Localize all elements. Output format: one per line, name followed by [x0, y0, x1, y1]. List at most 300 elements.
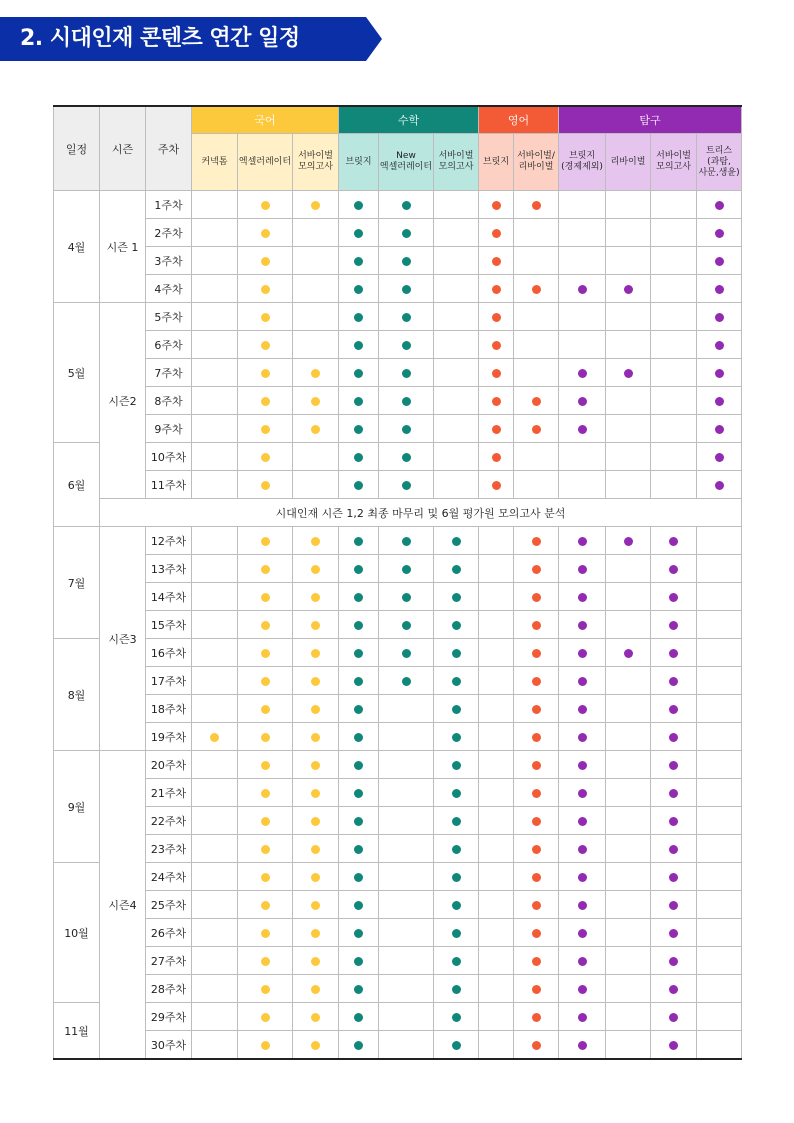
schedule-dot-icon — [578, 761, 587, 770]
schedule-cell — [606, 247, 651, 275]
schedule-cell — [192, 303, 238, 331]
schedule-cell — [697, 471, 742, 499]
schedule-cell — [434, 1031, 479, 1060]
table-row — [54, 303, 742, 331]
schedule-cell — [697, 247, 742, 275]
table-row — [54, 387, 742, 415]
table-row — [54, 611, 742, 639]
schedule-dot-icon — [354, 425, 363, 434]
schedule-cell — [339, 1003, 379, 1031]
schedule-cell — [293, 555, 339, 583]
schedule-dot-icon — [452, 817, 461, 826]
table-row — [54, 415, 742, 443]
schedule-dot-icon — [452, 593, 461, 602]
section-title-banner — [0, 17, 382, 61]
schedule-cell — [559, 583, 606, 611]
schedule-cell — [238, 527, 293, 555]
schedule-dot-icon — [532, 425, 541, 434]
schedule-dot-icon — [261, 1013, 270, 1022]
schedule-dot-icon — [715, 397, 724, 406]
subject-group-header: 국어 — [192, 106, 339, 134]
schedule-cell — [293, 527, 339, 555]
table-row — [54, 331, 742, 359]
schedule-cell — [192, 891, 238, 919]
subject-header: 서바이벌/ 리바이벌 — [514, 134, 559, 191]
schedule-dot-icon — [492, 257, 501, 266]
schedule-dot-icon — [261, 649, 270, 658]
schedule-cell — [651, 583, 697, 611]
schedule-dot-icon — [354, 229, 363, 238]
schedule-cell — [651, 611, 697, 639]
schedule-cell — [606, 415, 651, 443]
schedule-cell — [514, 919, 559, 947]
schedule-cell — [379, 275, 434, 303]
schedule-dot-icon — [354, 705, 363, 714]
schedule-dot-icon — [311, 929, 320, 938]
schedule-cell — [697, 275, 742, 303]
schedule-cell — [238, 555, 293, 583]
schedule-cell — [697, 415, 742, 443]
schedule-dot-icon — [578, 425, 587, 434]
schedule-cell — [697, 919, 742, 947]
schedule-cell — [559, 415, 606, 443]
schedule-dot-icon — [354, 845, 363, 854]
schedule-cell — [238, 751, 293, 779]
schedule-cell — [697, 359, 742, 387]
schedule-dot-icon — [669, 957, 678, 966]
schedule-cell — [559, 471, 606, 499]
schedule-cell — [192, 219, 238, 247]
schedule-cell — [606, 667, 651, 695]
schedule-cell — [514, 387, 559, 415]
schedule-cell — [514, 863, 559, 891]
schedule-dot-icon — [354, 621, 363, 630]
schedule-cell — [379, 667, 434, 695]
schedule-dot-icon — [452, 649, 461, 658]
schedule-dot-icon — [261, 761, 270, 770]
schedule-dot-icon — [402, 537, 411, 546]
schedule-cell — [479, 695, 514, 723]
schedule-cell — [434, 1003, 479, 1031]
schedule-cell — [434, 975, 479, 1003]
schedule-dot-icon — [492, 285, 501, 294]
schedule-cell — [514, 975, 559, 1003]
schedule-dot-icon — [402, 565, 411, 574]
schedule-cell — [559, 639, 606, 667]
schedule-cell — [238, 807, 293, 835]
schedule-cell — [434, 807, 479, 835]
schedule-cell — [606, 275, 651, 303]
schedule-cell — [434, 247, 479, 275]
schedule-cell — [293, 387, 339, 415]
schedule-dot-icon — [492, 341, 501, 350]
week-cell: 9주차 — [146, 415, 192, 443]
schedule-cell — [238, 779, 293, 807]
schedule-cell — [479, 275, 514, 303]
schedule-cell — [434, 331, 479, 359]
schedule-cell — [339, 835, 379, 863]
schedule-cell — [192, 639, 238, 667]
schedule-cell — [379, 639, 434, 667]
schedule-cell — [192, 835, 238, 863]
schedule-cell — [606, 695, 651, 723]
subject-header: 서바이벌 모의고사 — [293, 134, 339, 191]
table-row — [54, 443, 742, 471]
schedule-cell — [514, 639, 559, 667]
schedule-cell — [238, 835, 293, 863]
schedule-dot-icon — [578, 397, 587, 406]
schedule-dot-icon — [354, 649, 363, 658]
schedule-cell — [339, 1031, 379, 1060]
schedule-cell — [192, 779, 238, 807]
schedule-dot-icon — [311, 957, 320, 966]
schedule-cell — [238, 443, 293, 471]
schedule-cell — [434, 779, 479, 807]
schedule-cell — [434, 219, 479, 247]
schedule-dot-icon — [452, 705, 461, 714]
schedule-dot-icon — [578, 677, 587, 686]
schedule-cell — [339, 359, 379, 387]
schedule-cell — [651, 219, 697, 247]
schedule-cell — [479, 527, 514, 555]
schedule-cell — [434, 947, 479, 975]
schedule-cell — [606, 1003, 651, 1031]
schedule-dot-icon — [578, 621, 587, 630]
schedule-cell — [514, 695, 559, 723]
schedule-cell — [238, 303, 293, 331]
subject-header: 브릿지 (경제제외) — [559, 134, 606, 191]
table-row — [54, 919, 742, 947]
schedule-cell — [379, 975, 434, 1003]
schedule-cell — [651, 891, 697, 919]
schedule-cell — [293, 751, 339, 779]
schedule-cell — [697, 303, 742, 331]
schedule-dot-icon — [669, 817, 678, 826]
schedule-cell — [379, 1031, 434, 1060]
schedule-cell — [293, 807, 339, 835]
page-title: 2. 시대인재 콘텐츠 연간 일정 — [20, 26, 300, 51]
schedule-cell — [651, 359, 697, 387]
schedule-cell — [192, 359, 238, 387]
schedule-cell — [379, 863, 434, 891]
schedule-dot-icon — [532, 565, 541, 574]
table-row — [54, 695, 742, 723]
week-cell: 29주차 — [146, 1003, 192, 1031]
schedule-dot-icon — [452, 1041, 461, 1050]
schedule-cell — [293, 919, 339, 947]
table-row — [54, 583, 742, 611]
schedule-dot-icon — [311, 1041, 320, 1050]
schedule-cell — [559, 975, 606, 1003]
schedule-cell — [606, 863, 651, 891]
schedule-cell — [238, 275, 293, 303]
schedule-cell — [514, 415, 559, 443]
table-row — [54, 723, 742, 751]
schedule-cell — [514, 891, 559, 919]
schedule-dot-icon — [402, 593, 411, 602]
schedule-cell — [651, 947, 697, 975]
subject-header: 브릿지 — [479, 134, 514, 191]
schedule-cell — [651, 835, 697, 863]
schedule-cell — [606, 471, 651, 499]
schedule-dot-icon — [715, 341, 724, 350]
schedule-cell — [479, 779, 514, 807]
schedule-cell — [697, 835, 742, 863]
schedule-cell — [238, 331, 293, 359]
schedule-cell — [697, 331, 742, 359]
schedule-dot-icon — [669, 593, 678, 602]
week-cell: 10주차 — [146, 443, 192, 471]
schedule-dot-icon — [578, 929, 587, 938]
schedule-cell — [238, 219, 293, 247]
schedule-cell — [434, 471, 479, 499]
schedule-dot-icon — [452, 873, 461, 882]
schedule-cell — [379, 835, 434, 863]
schedule-dot-icon — [492, 453, 501, 462]
schedule-dot-icon — [402, 341, 411, 350]
schedule-cell — [606, 947, 651, 975]
schedule-dot-icon — [532, 733, 541, 742]
schedule-cell — [434, 191, 479, 219]
schedule-dot-icon — [354, 453, 363, 462]
schedule-cell — [339, 303, 379, 331]
schedule-dot-icon — [261, 593, 270, 602]
schedule-dot-icon — [311, 873, 320, 882]
schedule-dot-icon — [578, 285, 587, 294]
schedule-cell — [238, 947, 293, 975]
schedule-cell — [697, 723, 742, 751]
schedule-dot-icon — [532, 621, 541, 630]
schedule-dot-icon — [354, 313, 363, 322]
schedule-dot-icon — [261, 341, 270, 350]
schedule-dot-icon — [261, 873, 270, 882]
table-row — [54, 751, 742, 779]
week-cell: 5주차 — [146, 303, 192, 331]
schedule-cell — [238, 975, 293, 1003]
schedule-cell — [379, 583, 434, 611]
week-cell: 22주차 — [146, 807, 192, 835]
schedule-cell — [697, 639, 742, 667]
schedule-dot-icon — [715, 285, 724, 294]
schedule-cell — [339, 219, 379, 247]
week-cell: 28주차 — [146, 975, 192, 1003]
schedule-dot-icon — [261, 929, 270, 938]
schedule-cell — [514, 723, 559, 751]
schedule-dot-icon — [452, 845, 461, 854]
schedule-dot-icon — [261, 817, 270, 826]
schedule-table — [53, 105, 742, 1060]
schedule-cell — [379, 219, 434, 247]
week-cell: 2주차 — [146, 219, 192, 247]
schedule-cell — [339, 919, 379, 947]
schedule-cell — [479, 863, 514, 891]
schedule-cell — [238, 919, 293, 947]
schedule-cell — [434, 583, 479, 611]
schedule-cell — [651, 863, 697, 891]
schedule-cell — [379, 527, 434, 555]
schedule-cell — [192, 723, 238, 751]
schedule-dot-icon — [261, 425, 270, 434]
schedule-cell — [339, 583, 379, 611]
schedule-dot-icon — [669, 761, 678, 770]
schedule-cell — [339, 191, 379, 219]
schedule-dot-icon — [532, 649, 541, 658]
schedule-cell — [379, 891, 434, 919]
schedule-dot-icon — [311, 761, 320, 770]
schedule-dot-icon — [452, 565, 461, 574]
schedule-cell — [559, 723, 606, 751]
week-cell: 13주차 — [146, 555, 192, 583]
schedule-cell — [192, 919, 238, 947]
schedule-cell — [514, 359, 559, 387]
schedule-cell — [192, 387, 238, 415]
schedule-dot-icon — [492, 313, 501, 322]
schedule-cell — [434, 359, 479, 387]
schedule-cell — [379, 387, 434, 415]
schedule-cell — [293, 891, 339, 919]
schedule-cell — [697, 695, 742, 723]
schedule-cell — [238, 191, 293, 219]
schedule-dot-icon — [532, 873, 541, 882]
schedule-cell — [339, 891, 379, 919]
schedule-dot-icon — [311, 817, 320, 826]
subject-header: 엑셀러레이터 — [238, 134, 293, 191]
schedule-cell — [479, 807, 514, 835]
schedule-cell — [559, 303, 606, 331]
subject-group-header: 수학 — [339, 106, 479, 134]
schedule-dot-icon — [354, 733, 363, 742]
header-week: 주차 — [146, 106, 192, 191]
header-schedule: 일정 — [54, 106, 100, 191]
schedule-cell — [559, 891, 606, 919]
schedule-cell — [293, 639, 339, 667]
schedule-cell — [339, 975, 379, 1003]
schedule-cell — [697, 667, 742, 695]
schedule-cell — [293, 723, 339, 751]
schedule-cell — [479, 611, 514, 639]
schedule-cell — [514, 275, 559, 303]
table-row — [54, 219, 742, 247]
schedule-dot-icon — [261, 705, 270, 714]
subject-header: 서바이벌 모의고사 — [651, 134, 697, 191]
schedule-cell — [293, 247, 339, 275]
schedule-cell — [559, 807, 606, 835]
schedule-cell — [514, 443, 559, 471]
week-cell: 17주차 — [146, 667, 192, 695]
schedule-dot-icon — [402, 257, 411, 266]
schedule-cell — [651, 443, 697, 471]
schedule-cell — [697, 527, 742, 555]
schedule-dot-icon — [532, 201, 541, 210]
schedule-cell — [651, 975, 697, 1003]
schedule-dot-icon — [311, 845, 320, 854]
schedule-cell — [514, 471, 559, 499]
schedule-cell — [293, 863, 339, 891]
schedule-cell — [651, 191, 697, 219]
schedule-cell — [651, 807, 697, 835]
schedule-dot-icon — [669, 929, 678, 938]
schedule-cell — [479, 555, 514, 583]
schedule-cell — [514, 807, 559, 835]
schedule-cell — [651, 275, 697, 303]
schedule-dot-icon — [532, 537, 541, 546]
schedule-dot-icon — [624, 537, 633, 546]
schedule-cell — [192, 863, 238, 891]
schedule-cell — [606, 639, 651, 667]
schedule-dot-icon — [354, 1013, 363, 1022]
schedule-cell — [559, 835, 606, 863]
schedule-dot-icon — [532, 957, 541, 966]
week-cell: 24주차 — [146, 863, 192, 891]
week-cell: 26주차 — [146, 919, 192, 947]
schedule-cell — [238, 695, 293, 723]
week-cell: 6주차 — [146, 331, 192, 359]
schedule-cell — [514, 219, 559, 247]
schedule-cell — [479, 947, 514, 975]
schedule-cell — [651, 387, 697, 415]
season-cell: 시즌3 — [100, 527, 146, 751]
schedule-cell — [379, 751, 434, 779]
schedule-dot-icon — [669, 901, 678, 910]
schedule-dot-icon — [261, 369, 270, 378]
month-cell: 11월 — [54, 1003, 100, 1060]
schedule-dot-icon — [402, 649, 411, 658]
schedule-cell — [606, 555, 651, 583]
schedule-cell — [559, 919, 606, 947]
schedule-cell — [651, 919, 697, 947]
schedule-dot-icon — [715, 481, 724, 490]
schedule-dot-icon — [578, 817, 587, 826]
schedule-cell — [192, 443, 238, 471]
schedule-cell — [293, 695, 339, 723]
schedule-dot-icon — [715, 257, 724, 266]
schedule-cell — [559, 751, 606, 779]
schedule-cell — [339, 527, 379, 555]
schedule-cell — [479, 219, 514, 247]
schedule-dot-icon — [452, 677, 461, 686]
schedule-dot-icon — [578, 593, 587, 602]
schedule-cell — [192, 667, 238, 695]
schedule-dot-icon — [311, 789, 320, 798]
schedule-cell — [379, 947, 434, 975]
schedule-cell — [293, 835, 339, 863]
schedule-cell — [697, 219, 742, 247]
schedule-cell — [651, 639, 697, 667]
schedule-dot-icon — [261, 229, 270, 238]
schedule-cell — [697, 1003, 742, 1031]
schedule-cell — [293, 975, 339, 1003]
month-cell: 8월 — [54, 639, 100, 751]
week-cell: 19주차 — [146, 723, 192, 751]
schedule-cell — [651, 695, 697, 723]
schedule-dot-icon — [354, 481, 363, 490]
schedule-dot-icon — [624, 649, 633, 658]
schedule-cell — [479, 583, 514, 611]
schedule-cell — [192, 583, 238, 611]
schedule-dot-icon — [452, 733, 461, 742]
schedule-cell — [651, 1003, 697, 1031]
schedule-dot-icon — [624, 285, 633, 294]
schedule-dot-icon — [311, 649, 320, 658]
note-row: 시대인재 시즌 1,2 최종 마무리 및 6월 평가원 모의고사 분석 — [100, 499, 742, 527]
schedule-cell — [293, 303, 339, 331]
month-cell: 4월 — [54, 191, 100, 303]
schedule-dot-icon — [354, 929, 363, 938]
schedule-cell — [606, 219, 651, 247]
schedule-dot-icon — [261, 285, 270, 294]
schedule-dot-icon — [532, 845, 541, 854]
schedule-cell — [379, 779, 434, 807]
